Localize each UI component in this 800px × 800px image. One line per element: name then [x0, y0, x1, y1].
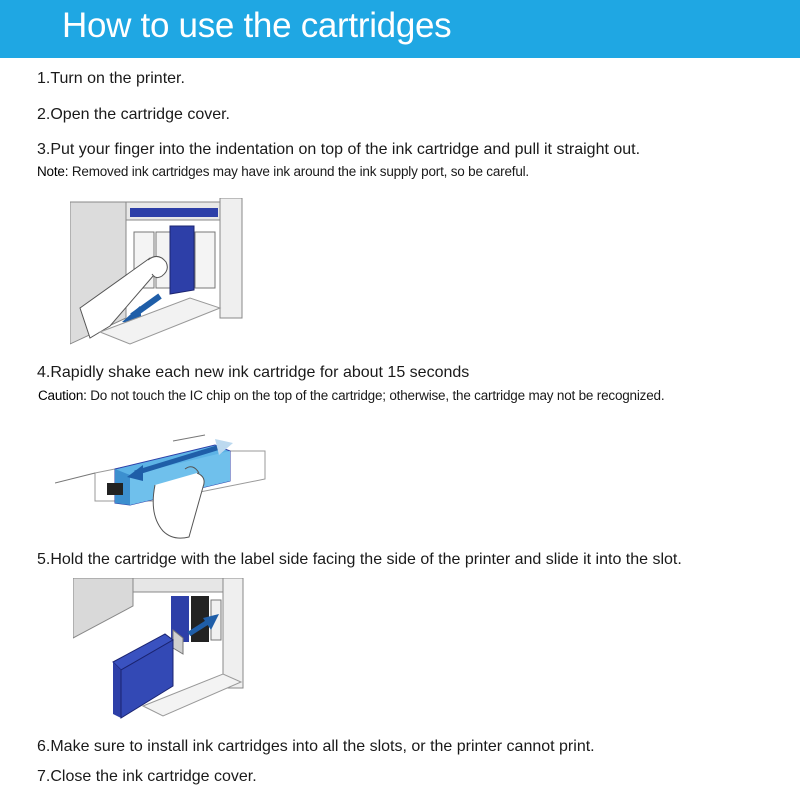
insert-cartridge-illustration — [73, 578, 245, 721]
caution-text — [38, 388, 664, 403]
step-6: 6.Make sure to install ink cartridges into all the slots, or the printer cannot print. — [37, 738, 595, 755]
step-2: 2.Open the cartridge cover. — [37, 106, 230, 123]
note-text — [37, 164, 529, 179]
remove-cartridge-illustration — [70, 198, 246, 346]
note-body: Removed ink cartridges may have ink around the ink supply port, so be careful. — [68, 164, 529, 179]
step-7: 7.Close the ink cartridge cover. — [37, 768, 257, 785]
caution-body: Do not touch the IC chip on the top of the cartridge; otherwise, the cartridge may not be recognized. — [86, 388, 665, 403]
caution-label: Caution: — [38, 388, 87, 403]
step-4: 4.Rapidly shake each new ink cartridge for about 15 seconds — [37, 364, 470, 381]
note-label: Note: — [37, 164, 69, 179]
step-5: 5.Hold the cartridge with the label side facing the side of the printer and slide it into the slot. — [37, 551, 682, 568]
header-banner — [0, 0, 800, 58]
step-3: 3.Put your finger into the indentation on top of the ink cartridge and pull it straight out. — [37, 141, 641, 158]
shake-cartridge-illustration — [55, 425, 270, 540]
page-title: How to use the cartridges — [62, 6, 452, 45]
step-1: 1.Turn on the printer. — [37, 70, 185, 87]
